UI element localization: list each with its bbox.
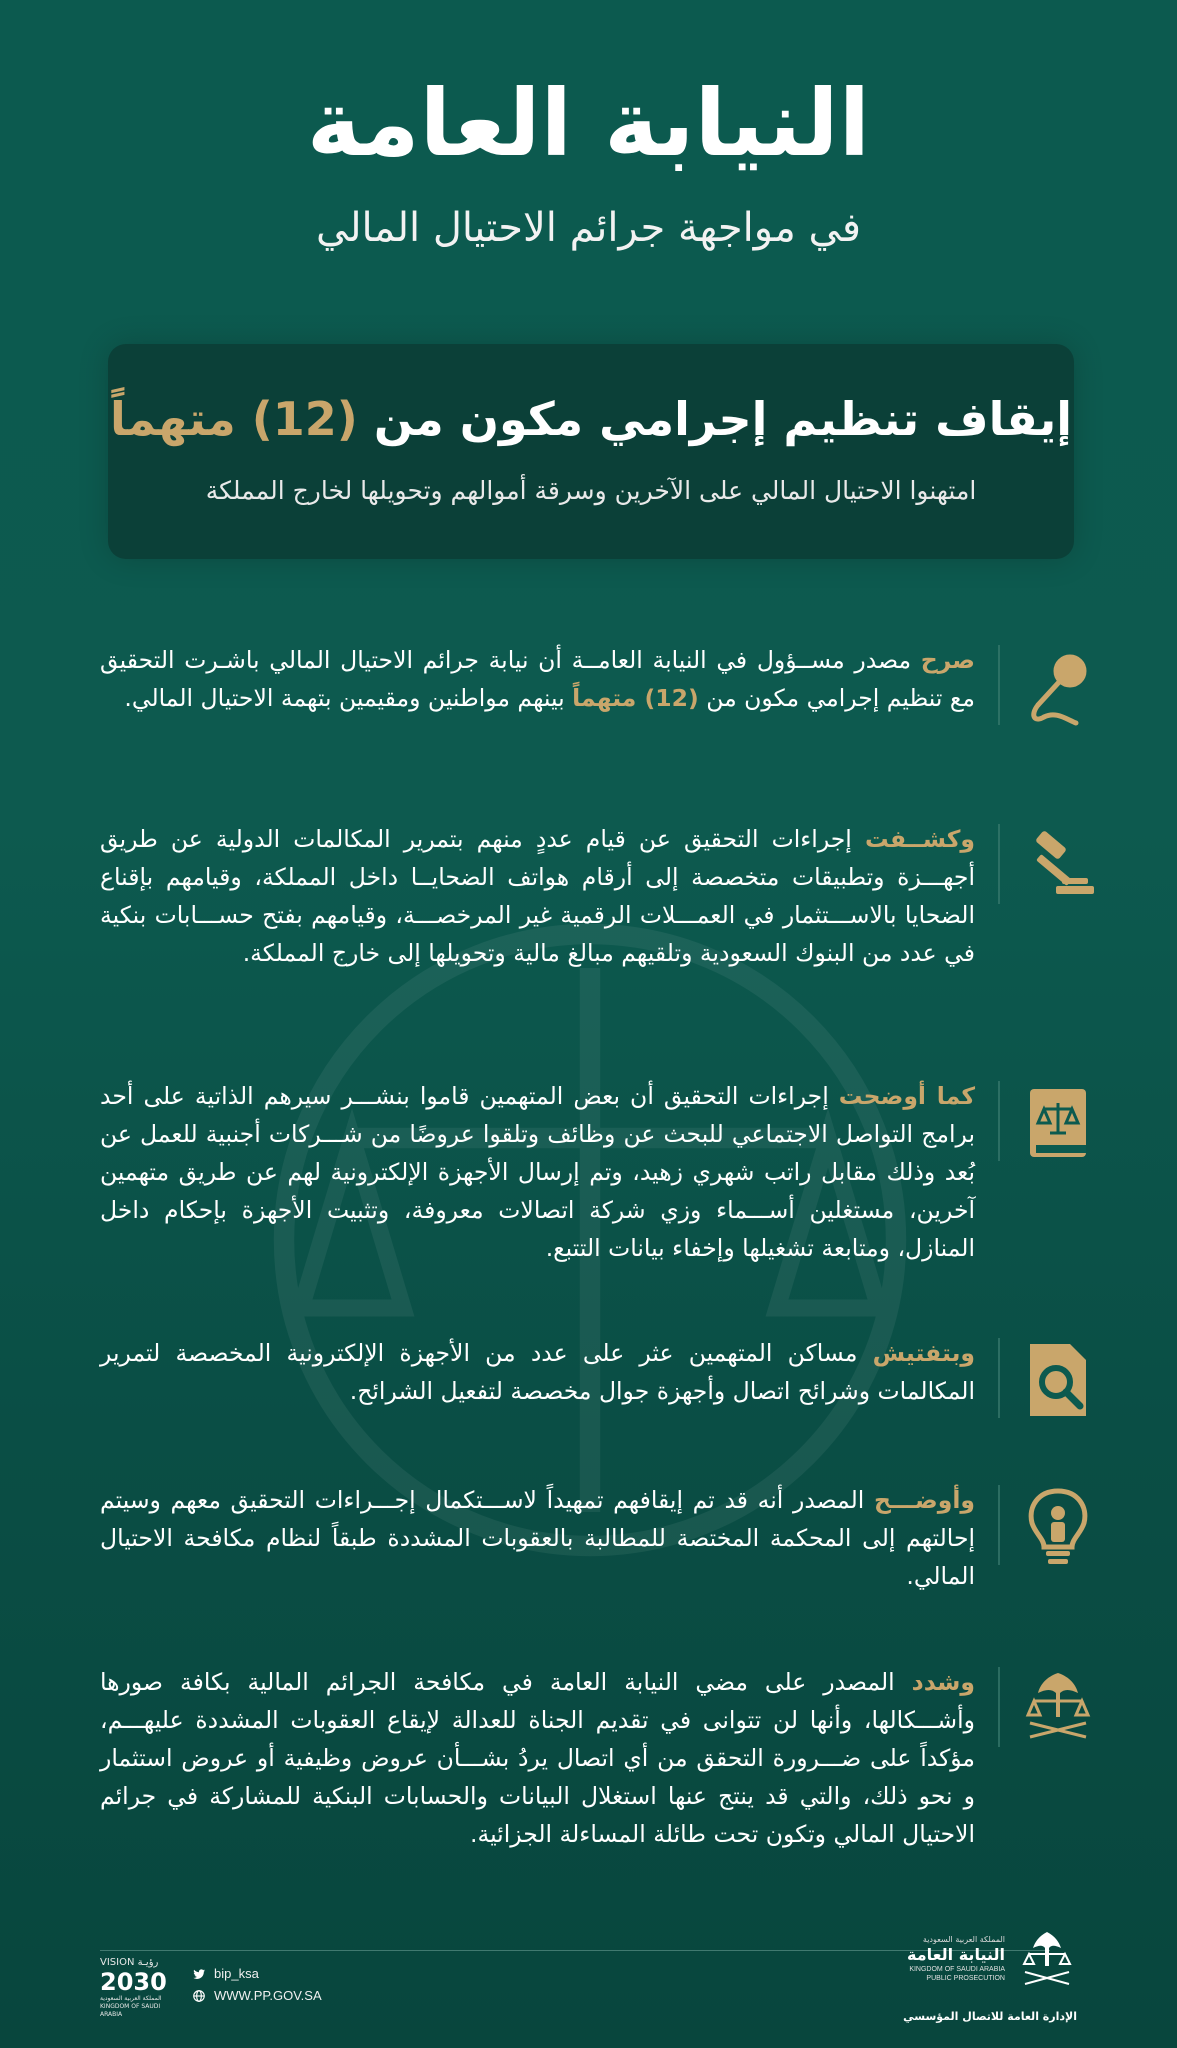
org-en-country: KINGDOM OF SAUDI ARABIA (909, 1966, 1005, 1973)
footer-left (100, 1957, 340, 2017)
headline-card (108, 344, 1074, 559)
section-text (100, 1481, 975, 1595)
section-divider (998, 1338, 1000, 1418)
section-text (100, 641, 975, 717)
section-divider (998, 645, 1000, 725)
section-text (100, 1077, 975, 1267)
section-text (100, 820, 975, 972)
section-body-part: مصدر مســؤول في النيابة العامــة أن نيابة جرائم الاحتيال المالي باشـرت التحقيق مع تنظيم إجرامي مكون من (100, 646, 975, 712)
section-lead: وكشــفت (864, 825, 975, 853)
org-name-block (877, 1934, 1005, 1983)
org-name: النيابة العامة (907, 1945, 1005, 1964)
twitter-link[interactable] (192, 1963, 322, 1985)
page-title: النيابة العامة (306, 70, 871, 177)
section-lead: وأوضـــح (873, 1486, 975, 1514)
org-en-name: PUBLIC PROSECUTION (926, 1975, 1005, 1982)
headline-prefix: إيقاف تنظيم إجرامي مكون من (373, 392, 1072, 446)
headline-main (108, 392, 1074, 446)
section-text (100, 1663, 975, 1853)
headline-subtitle: امتهنوا الاحتيال المالي على الآخرين وسرقة أموالهم وتحويلها لخارج المملكة (205, 476, 977, 505)
public-prosecution-logo-icon (1017, 1930, 1077, 1994)
section-accent: (12) متهماً (572, 684, 699, 712)
law-book-icon (1016, 1081, 1100, 1165)
section-lead: وشدد (911, 1668, 975, 1696)
section-divider (998, 1485, 1000, 1565)
headline-accent: (12) متهماً (110, 392, 358, 446)
section-body-part: بينهم مواطنين ومقيمين بتهمة الاحتيال المالي. (124, 684, 573, 712)
website-link[interactable] (192, 1985, 322, 2007)
section-divider (998, 1081, 1000, 1161)
contact-info (192, 1963, 322, 2007)
twitter-handle: bip_ksa (214, 1966, 259, 1981)
saudi-emblem-icon (1016, 1667, 1100, 1751)
department-name: الإدارة العامة للاتصال المؤسسي (903, 2010, 1077, 2023)
section-divider (998, 1667, 1000, 1747)
globe-icon (192, 1989, 206, 2003)
section-body: مساكن المتهمين عثر على عدد من الأجهزة الإلكترونية المخصصة لتمرير المكالمات وشرائح اتصال وأجهزة جوال مخصصة لتفعيل الشرائح. (100, 1339, 975, 1405)
website-url: WWW.PP.GOV.SA (214, 1988, 322, 2003)
vision-sub: المملكة العربية السعودية KINGDOM OF SAUDI ARABIA (100, 1995, 162, 2018)
section-lead: وبتفتيش (872, 1339, 975, 1367)
section-body: المصدر على مضي النيابة العامة في مكافحة الجرائم المالية بكافة صورها وأشـــكالها، وأنها لن تتوانى في تقديم الجناة للعدالة لإيقاع العقوبات المشددة عليهـــم، مؤكداً على ضـــرورة التحقق من أي اتصال يردُ بشـــأن عروض وظيفية أو عروض استثمار و نحو ذلك، والتي قد ينتج عنها استغلال البيانات والحسابات البنكية للمشاركة في جرائم الاحتيال المالي وتكون تحت طائلة المساءلة الجزائية. (100, 1668, 975, 1848)
vision-label: VISION رؤيـة (100, 1957, 159, 1968)
twitter-icon (192, 1967, 206, 1981)
microphone-icon (1016, 645, 1100, 729)
section-body: إجراءات التحقيق أن بعض المتهمين قاموا بنشـــر سيرهم الذاتية على أحد برامج التواصل الاجتماعي للبحث عن وظائف وتلقوا عروضًا من شـــركات أجنبية للعمل عن بُعد وذلك مقابل راتب شهري زهيد، وتم إرسال الأجهزة الإلكترونية لهم عن طريق متهمين آخرين، مستغلين أســـماء وزي شركة اتصالات معروفة، وتثبيت الأجهزة بإحكام داخل المنازل، ومتابعة تشغيلها وإخفاء بيانات التتبع. (100, 1082, 975, 1262)
vision-2030-logo (100, 1957, 176, 2019)
section-divider (998, 824, 1000, 904)
section-body: المصدر أنه قد تم إيقافهم تمهيداً لاســـتكمال إجـــراءات التحقيق معهم وسيتم إحالتهم إلى المحكمة المختصة للمطالبة بالعقوبات المشددة طبقاً لنظام مكافحة الاحتيال المالي. (100, 1486, 975, 1590)
org-country: المملكة العربية السعودية (922, 1935, 1005, 1944)
section-lead: كما أوضحت (838, 1082, 975, 1110)
vision-year: 2030 (100, 1968, 167, 1996)
page-subtitle: في مواجهة جرائم الاحتيال المالي (316, 205, 861, 251)
search-document-icon (1016, 1338, 1100, 1422)
footer-right (877, 1930, 1077, 2040)
gavel-icon (1016, 824, 1100, 908)
section-text (100, 1334, 975, 1410)
section-lead: صرح (920, 646, 975, 674)
lightbulb-person-icon (1016, 1485, 1100, 1569)
section-body: إجراءات التحقيق عن قيام عددٍ منهم بتمرير المكالمات الدولية عن طريق أجهـــزة وتطبيقات متخصصة إلى أرقام هواتف الضحايــا داخل المملكة، وقيامهم بإقناع الضحايا بالاســـتثمار في العمـــلات الرقمية غير المرخصـــة، وقيامهم بفتح حســـابات بنكية في عدد من البنوك السعودية وتلقيهم مبالغ مالية وتحويلها إلى خارج المملكة. (100, 825, 975, 967)
